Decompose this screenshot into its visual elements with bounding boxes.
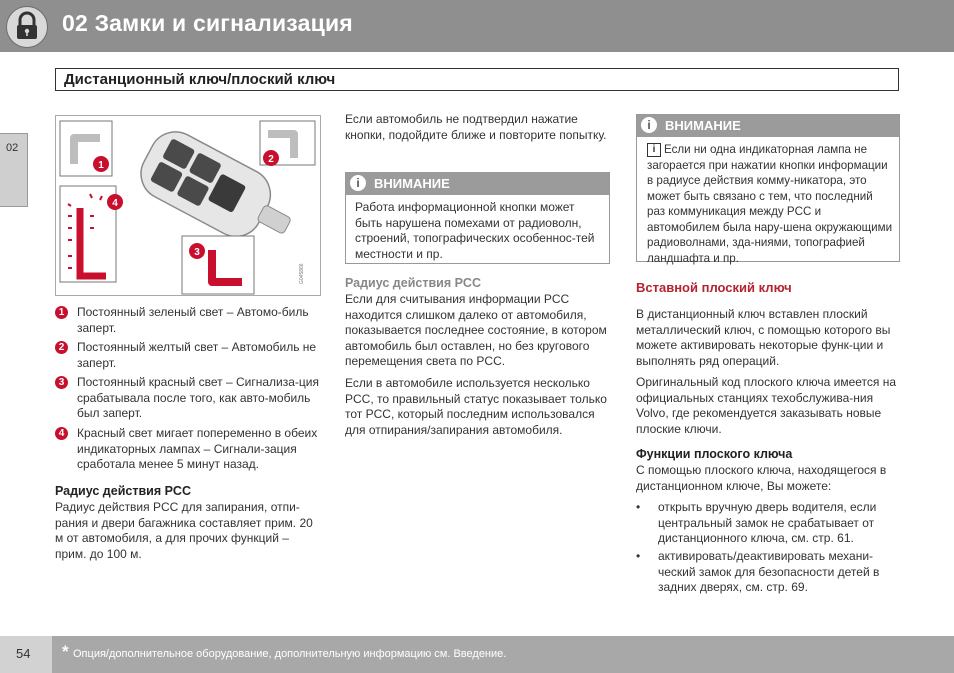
legend-number: 4 [55, 427, 68, 440]
legend-number: 3 [55, 376, 68, 389]
info-sign-icon: i [647, 143, 661, 157]
warning-note-right [636, 114, 900, 265]
marker-3: 3 [194, 247, 200, 258]
right-paragraph-3: С помощью плоского ключа, находящегося в дистанционном ключе, Вы можете: [636, 463, 887, 493]
note-header [346, 173, 609, 195]
middle-intro: Если автомобиль не подтвердил нажатие кнопки, подойдите ближе и повторите попытку. [345, 112, 607, 142]
info-icon: i [641, 117, 657, 133]
legend-text: Красный свет мигает попеременно в обеих индикаторных лампах – Сигнали-зация сработала менее 5 минут назад. [77, 426, 318, 471]
section-title-box [55, 68, 899, 91]
section-title: Дистанционный ключ/плоский ключ [64, 71, 336, 88]
chapter-title: 02 Замки и сигнализация [62, 10, 353, 36]
right-subheading: Функции плоского ключа [636, 447, 793, 461]
marker-1: 1 [98, 160, 104, 171]
remote-key-drawing [56, 116, 320, 295]
note-title: ВНИМАНИЕ [374, 176, 450, 191]
middle-paragraph-2: Если в автомобиле используется несколько PCC, то правильный статус показывает только тот PCC, который последним использовался для отпирания/запирания автомобиля. [345, 376, 607, 437]
page-number-box [0, 636, 52, 673]
note-text: Работа информационной кнопки может быть нарушена помехами от радиоволн, строений, топографических особеннос-тей местности и пр. [355, 200, 595, 261]
warning-note-middle [345, 172, 610, 264]
middle-paragraph-1: Если для считывания информации PCC находится слишком далеко от автомобиля, показывается последнее состояние, в котором автомобиль был оставлен, но без кругового перемещения света по PCC. [345, 292, 607, 368]
note-text: Если ни одна индикаторная лампа не загорается при нажатии кнопки информации в радиусе действия комму-никатора, это может быть связано с тем, что последний раз коммуникация между PCC и автомобилем была нару-шена окружающими радиоволнами, зда-ниями, топографией ландшафта и пр. [647, 143, 893, 265]
legend-item [55, 426, 320, 474]
list-item [636, 500, 898, 548]
list-item-text: открыть вручную дверь водителя, если центральный замок не срабатывает от дистанционного ключа, см. стр. 61. [658, 500, 877, 545]
legend-number: 2 [55, 341, 68, 354]
note-header [637, 115, 899, 137]
left-heading: Радиус действия PCC [55, 484, 191, 498]
chapter-tab-label: 02 [6, 142, 19, 154]
middle-heading: Радиус действия PCC [345, 276, 481, 290]
legend-item [55, 305, 320, 337]
lock-icon [6, 6, 48, 48]
legend-text: Постоянный желтый свет – Автомобиль не заперт. [77, 340, 317, 370]
page-header [0, 0, 954, 52]
marker-4: 4 [112, 198, 118, 209]
footer-text: Опция/дополнительное оборудование, дополнительную информацию см. Введение. [73, 648, 507, 660]
legend-item [55, 340, 320, 372]
list-item [636, 549, 898, 597]
key-illustration [55, 115, 321, 296]
info-icon: i [350, 175, 366, 191]
right-paragraph-1: В дистанционный ключ вставлен плоский металлический ключ, с помощью которого вы можете активировать некоторые функ-ции и выполнять ряд операций. [636, 307, 891, 368]
chapter-tab [0, 133, 28, 207]
right-heading: Вставной плоский ключ [636, 280, 792, 295]
note-title: ВНИМАНИЕ [665, 118, 741, 133]
page-number: 54 [16, 646, 31, 661]
legend-text: Постоянный зеленый свет – Автомо-биль заперт. [77, 305, 309, 335]
list-item-text: активировать/деактивировать механи-ческий замок для безопасности детей в задних дверях, см. стр. 69. [658, 549, 880, 594]
bullet-icon: • [636, 500, 641, 514]
legend-number: 1 [55, 306, 68, 319]
right-paragraph-2: Оригинальный код плоского ключа имеется на официальных станциях техобслужива-ния Volvo, где рекомендуется заказывать новые плоские ключи. [636, 375, 897, 436]
marker-2: 2 [268, 154, 274, 165]
legend-item [55, 375, 320, 423]
option-star: * [62, 642, 69, 661]
page-footer [0, 636, 954, 673]
figure-code: G045866 [299, 263, 305, 284]
bullet-icon: • [636, 549, 641, 563]
left-paragraph: Радиус действия PCC для запирания, отпи-рания и двери багажника составляет прим. 20 м от автомобиля, а для прочих функций – прим. до 100 м. [55, 500, 313, 561]
legend-text: Постоянный красный свет – Сигнализа-ция срабатывала после того, как авто-мобиль был заперт. [77, 375, 319, 420]
